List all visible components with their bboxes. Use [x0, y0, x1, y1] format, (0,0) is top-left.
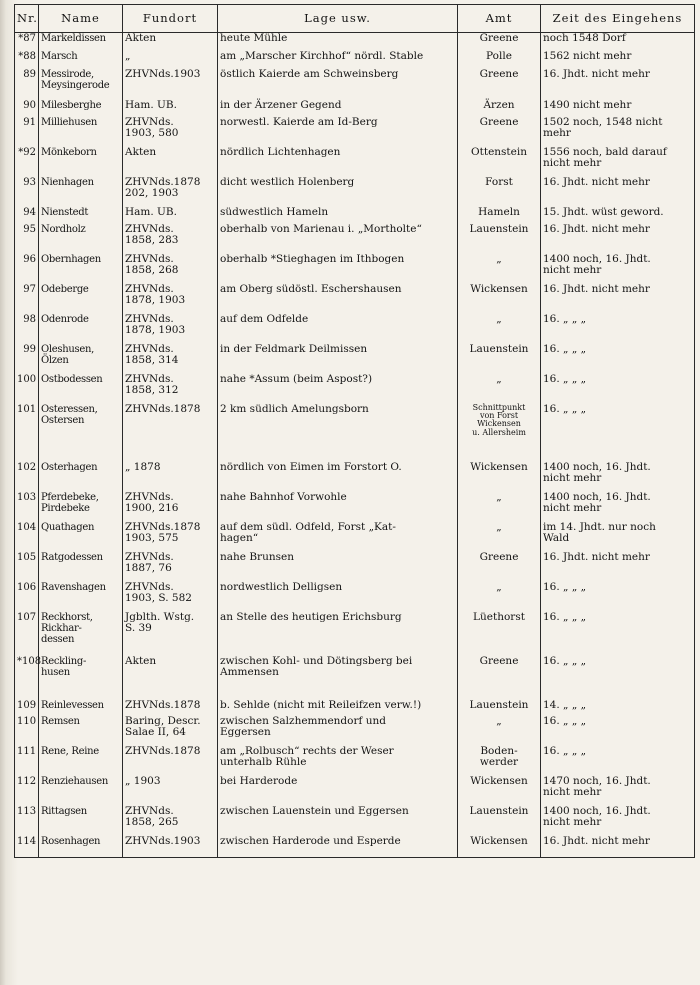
cell-zeit: 16. Jhdt. nicht mehr — [541, 284, 695, 314]
cell-lage: 2 km südlich Amelungsborn — [218, 404, 458, 462]
cell-lage: östlich Kaierde am Schweinsberg — [218, 69, 458, 100]
cell-amt: Polle — [458, 51, 541, 69]
cell-lage: in der Ärzener Gegend — [218, 100, 458, 117]
cell-name: Messirode, Meysingerode — [39, 69, 123, 100]
table-row — [15, 552, 695, 582]
cell-name: Ravenshagen — [39, 582, 123, 612]
cell-amt: Lauenstein — [458, 344, 541, 374]
cell-lage: nahe Bahnhof Vorwohle — [218, 492, 458, 522]
cell-fundort: ZHVNds. 1858, 265 — [123, 806, 218, 836]
header-zeit: Zeit des Eingehens — [541, 5, 695, 33]
cell-nr: *88 — [15, 51, 39, 69]
cell-zeit: 16. „ „ „ — [541, 314, 695, 344]
cell-amt: Wickensen — [458, 776, 541, 806]
cell-zeit: 16. „ „ „ — [541, 746, 695, 776]
cell-fundort: Ham. UB. — [123, 100, 218, 117]
cell-name: Pferdebeke, Pirdebeke — [39, 492, 123, 522]
header-nr: Nr. — [15, 5, 39, 33]
cell-fundort: ZHVNds. 1858, 312 — [123, 374, 218, 404]
table-row — [15, 284, 695, 314]
cell-amt: „ — [458, 582, 541, 612]
cell-amt: Greene — [458, 69, 541, 100]
cell-name: Markeldissen — [39, 33, 123, 51]
cell-name: Remsen — [39, 716, 123, 746]
table-header — [15, 5, 695, 33]
cell-lage: heute Mühle — [218, 33, 458, 51]
cell-fundort: ZHVNds.1878 — [123, 404, 218, 462]
cell-fundort: ZHVNds.1878 1903, 575 — [123, 522, 218, 552]
cell-fundort: ZHVNds. 1903, S. 582 — [123, 582, 218, 612]
cell-fundort: ZHVNds. 1878, 1903 — [123, 314, 218, 344]
cell-lage: südwestlich Hameln — [218, 207, 458, 224]
cell-amt: „ — [458, 716, 541, 746]
cell-fundort: ZHVNds. 1900, 216 — [123, 492, 218, 522]
cell-amt: Hameln — [458, 207, 541, 224]
table-row — [15, 836, 695, 858]
cell-name: Renziehausen — [39, 776, 123, 806]
cell-nr: 99 — [15, 344, 39, 374]
cell-nr: 102 — [15, 462, 39, 492]
header-amt: Amt — [458, 5, 541, 33]
cell-fundort: Akten — [123, 656, 218, 700]
cell-nr: *87 — [15, 33, 39, 51]
cell-nr: 107 — [15, 612, 39, 656]
cell-nr: 95 — [15, 224, 39, 254]
cell-amt: Wickensen — [458, 836, 541, 858]
cell-zeit: 16. „ „ „ — [541, 404, 695, 462]
cell-name: Milesberghe — [39, 100, 123, 117]
cell-name: Odenrode — [39, 314, 123, 344]
cell-fundort: ZHVNds. 1878, 1903 — [123, 284, 218, 314]
cell-fundort: ZHVNds.1878 202, 1903 — [123, 177, 218, 207]
cell-fundort: „ 1878 — [123, 462, 218, 492]
table-row — [15, 374, 695, 404]
cell-lage: b. Sehlde (nicht mit Reileifzen verw.!) — [218, 700, 458, 716]
cell-lage: zwischen Lauenstein und Eggersen — [218, 806, 458, 836]
cell-name: Reinlevessen — [39, 700, 123, 716]
cell-nr: 90 — [15, 100, 39, 117]
cell-name: Marsch — [39, 51, 123, 69]
wuestungen-table — [14, 4, 695, 858]
cell-fundort: ZHVNds. 1858, 283 — [123, 224, 218, 254]
cell-name: Quathagen — [39, 522, 123, 552]
table-row — [15, 33, 695, 51]
cell-nr: 100 — [15, 374, 39, 404]
cell-fundort: ZHVNds.1903 — [123, 69, 218, 100]
cell-name: Rittagsen — [39, 806, 123, 836]
cell-nr: 110 — [15, 716, 39, 746]
cell-name: Mönkeborn — [39, 147, 123, 177]
cell-amt: Lauenstein — [458, 806, 541, 836]
cell-fundort: ZHVNds. 1887, 76 — [123, 552, 218, 582]
cell-zeit: 16. „ „ „ — [541, 612, 695, 656]
cell-zeit: 1470 noch, 16. Jhdt. nicht mehr — [541, 776, 695, 806]
cell-lage: am Oberg südöstl. Eschershausen — [218, 284, 458, 314]
cell-name: Milliehusen — [39, 117, 123, 147]
cell-zeit: 1400 noch, 16. Jhdt. nicht mehr — [541, 462, 695, 492]
table-row — [15, 462, 695, 492]
cell-fundort: ZHVNds. 1858, 268 — [123, 254, 218, 284]
cell-zeit: 15. Jhdt. wüst geword. — [541, 207, 695, 224]
cell-nr: 97 — [15, 284, 39, 314]
table-row — [15, 656, 695, 700]
cell-fundort: ZHVNds. 1903, 580 — [123, 117, 218, 147]
cell-name: Osterhagen — [39, 462, 123, 492]
cell-zeit: 1556 noch, bald darauf nicht mehr — [541, 147, 695, 177]
cell-lage: bei Harderode — [218, 776, 458, 806]
table-row — [15, 69, 695, 100]
table-row — [15, 117, 695, 147]
table-row — [15, 492, 695, 522]
cell-lage: auf dem Odfelde — [218, 314, 458, 344]
cell-amt: Greene — [458, 552, 541, 582]
header-lage: Lage usw. — [218, 5, 458, 33]
cell-lage: oberhalb von Marienau i. „Mortholte“ — [218, 224, 458, 254]
cell-amt: Boden- werder — [458, 746, 541, 776]
cell-amt: Greene — [458, 33, 541, 51]
cell-nr: 103 — [15, 492, 39, 522]
cell-nr: 101 — [15, 404, 39, 462]
cell-zeit: 16. Jhdt. nicht mehr — [541, 177, 695, 207]
cell-zeit: 16. Jhdt. nicht mehr — [541, 836, 695, 858]
cell-nr: 111 — [15, 746, 39, 776]
table-row — [15, 746, 695, 776]
cell-fundort: „ 1903 — [123, 776, 218, 806]
cell-name: Obernhagen — [39, 254, 123, 284]
cell-zeit: 1400 noch, 16. Jhdt. nicht mehr — [541, 492, 695, 522]
cell-zeit: 16. „ „ „ — [541, 582, 695, 612]
cell-zeit: 16. Jhdt. nicht mehr — [541, 552, 695, 582]
table-row — [15, 147, 695, 177]
cell-nr: *92 — [15, 147, 39, 177]
table-row — [15, 51, 695, 69]
cell-lage: auf dem südl. Odfeld, Forst „Kat- hagen“ — [218, 522, 458, 552]
cell-fundort: Akten — [123, 147, 218, 177]
table-row — [15, 806, 695, 836]
cell-zeit: 14. „ „ „ — [541, 700, 695, 716]
cell-fundort: ZHVNds.1903 — [123, 836, 218, 858]
cell-name: Nienstedt — [39, 207, 123, 224]
cell-amt: Greene — [458, 117, 541, 147]
cell-amt: „ — [458, 374, 541, 404]
cell-zeit: 1562 nicht mehr — [541, 51, 695, 69]
cell-nr: 109 — [15, 700, 39, 716]
cell-fundort: ZHVNds. 1858, 314 — [123, 344, 218, 374]
cell-nr: 106 — [15, 582, 39, 612]
cell-amt: Ärzen — [458, 100, 541, 117]
cell-nr: 98 — [15, 314, 39, 344]
cell-nr: 113 — [15, 806, 39, 836]
header-name: Name — [39, 5, 123, 33]
table-row — [15, 700, 695, 716]
cell-lage: norwestl. Kaierde am Id-Berg — [218, 117, 458, 147]
table-row — [15, 100, 695, 117]
cell-zeit: 1490 nicht mehr — [541, 100, 695, 117]
cell-amt: „ — [458, 254, 541, 284]
cell-lage: nördlich Lichtenhagen — [218, 147, 458, 177]
table-row — [15, 404, 695, 462]
cell-zeit: 1502 noch, 1548 nicht mehr — [541, 117, 695, 147]
cell-lage: nahe Brunsen — [218, 552, 458, 582]
cell-fundort: „ — [123, 51, 218, 69]
cell-fundort: Akten — [123, 33, 218, 51]
cell-amt: Lüethorst — [458, 612, 541, 656]
cell-lage: nordwestlich Delligsen — [218, 582, 458, 612]
table-row — [15, 314, 695, 344]
cell-amt: Lauenstein — [458, 700, 541, 716]
cell-fundort: Ham. UB. — [123, 207, 218, 224]
cell-name: Reckling- husen — [39, 656, 123, 700]
cell-lage: zwischen Kohl- und Dötingsberg bei Ammensen — [218, 656, 458, 700]
cell-lage: an Stelle des heutigen Erichsburg — [218, 612, 458, 656]
cell-lage: dicht westlich Holenberg — [218, 177, 458, 207]
cell-name: Oleshusen, Ölzen — [39, 344, 123, 374]
cell-fundort: Baring, Descr. Salae II, 64 — [123, 716, 218, 746]
cell-nr: 112 — [15, 776, 39, 806]
table-row — [15, 207, 695, 224]
cell-zeit: 16. Jhdt. nicht mehr — [541, 224, 695, 254]
cell-name: Ratgodessen — [39, 552, 123, 582]
cell-nr: 94 — [15, 207, 39, 224]
cell-nr: 93 — [15, 177, 39, 207]
cell-zeit: im 14. Jhdt. nur noch Wald — [541, 522, 695, 552]
cell-name: Rosenhagen — [39, 836, 123, 858]
cell-nr: *108 — [15, 656, 39, 700]
cell-nr: 105 — [15, 552, 39, 582]
header-fundort: Fundort — [123, 5, 218, 33]
cell-name: Reckhorst, Rickhar- dessen — [39, 612, 123, 656]
cell-amt: Wickensen — [458, 284, 541, 314]
cell-zeit: 16. „ „ „ — [541, 716, 695, 746]
cell-lage: oberhalb *Stieghagen im Ithbogen — [218, 254, 458, 284]
cell-name: Nienhagen — [39, 177, 123, 207]
cell-name: Odeberge — [39, 284, 123, 314]
cell-name: Osteressen, Ostersen — [39, 404, 123, 462]
cell-nr: 91 — [15, 117, 39, 147]
cell-name: Nordholz — [39, 224, 123, 254]
cell-nr: 89 — [15, 69, 39, 100]
cell-amt: Lauenstein — [458, 224, 541, 254]
cell-zeit: 16. „ „ „ — [541, 344, 695, 374]
cell-amt: „ — [458, 314, 541, 344]
cell-lage: nahe *Assum (beim Aspost?) — [218, 374, 458, 404]
cell-lage: zwischen Salzhemmendorf und Eggersen — [218, 716, 458, 746]
cell-lage: am „Rolbusch“ rechts der Weser unterhalb Rühle — [218, 746, 458, 776]
cell-amt: Wickensen — [458, 462, 541, 492]
cell-zeit: 16. „ „ „ — [541, 656, 695, 700]
table-row — [15, 582, 695, 612]
table-row — [15, 177, 695, 207]
cell-zeit: 1400 noch, 16. Jhdt. nicht mehr — [541, 254, 695, 284]
cell-amt: Forst — [458, 177, 541, 207]
cell-amt: Ottenstein — [458, 147, 541, 177]
cell-name: Rene, Reine — [39, 746, 123, 776]
table-row — [15, 224, 695, 254]
table-row — [15, 522, 695, 552]
cell-nr: 96 — [15, 254, 39, 284]
cell-lage: am „Marscher Kirchhof“ nördl. Stable — [218, 51, 458, 69]
cell-zeit: 16. Jhdt. nicht mehr — [541, 69, 695, 100]
table-row — [15, 776, 695, 806]
cell-fundort: ZHVNds.1878 — [123, 746, 218, 776]
cell-fundort: Jgblth. Wstg. S. 39 — [123, 612, 218, 656]
table-row — [15, 254, 695, 284]
table-row — [15, 612, 695, 656]
cell-zeit: 16. „ „ „ — [541, 374, 695, 404]
cell-amt: Greene — [458, 656, 541, 700]
cell-amt: „ — [458, 522, 541, 552]
cell-lage: zwischen Harderode und Esperde — [218, 836, 458, 858]
cell-zeit: noch 1548 Dorf — [541, 33, 695, 51]
cell-nr: 104 — [15, 522, 39, 552]
cell-lage: in der Feldmark Deilmissen — [218, 344, 458, 374]
cell-amt: Schnittpunkt von Forst Wickensen u. Allersheim — [458, 404, 541, 462]
table-row — [15, 344, 695, 374]
table-row — [15, 716, 695, 746]
table-body — [15, 33, 695, 858]
cell-fundort: ZHVNds.1878 — [123, 700, 218, 716]
cell-name: Ostbodessen — [39, 374, 123, 404]
cell-lage: nördlich von Eimen im Forstort O. — [218, 462, 458, 492]
cell-amt: „ — [458, 492, 541, 522]
cell-nr: 114 — [15, 836, 39, 858]
cell-zeit: 1400 noch, 16. Jhdt. nicht mehr — [541, 806, 695, 836]
